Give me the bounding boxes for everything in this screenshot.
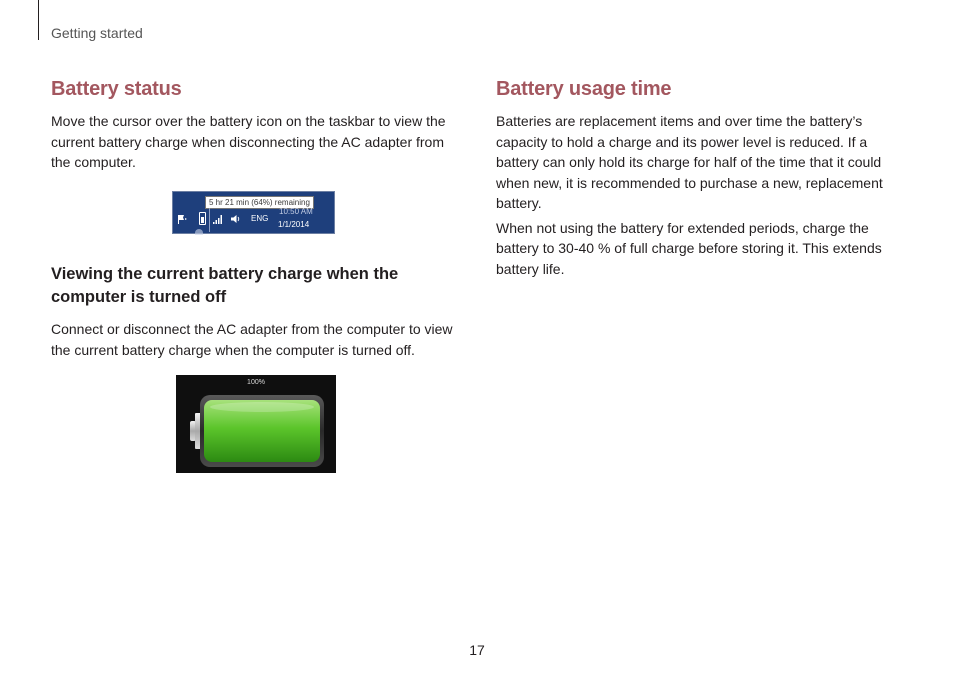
- right-column: [496, 78, 891, 279]
- battery-usage-paragraph-1: Batteries are replacement items and over time the battery’s capacity to hold a charge and its power level is reduced. If a battery can only hold its charge for half of the time that it could when new, it is recommended to purchase a new, replacement battery.: [496, 113, 883, 211]
- section-label: Getting started: [51, 25, 143, 41]
- viewing-heading: Viewing the current battery charge when the computer is turned off: [51, 265, 399, 306]
- tray-divider: [209, 208, 210, 232]
- battery-status-heading: Battery status: [51, 78, 182, 100]
- taskbar-screenshot: [172, 191, 335, 234]
- signal-icon[interactable]: [213, 214, 223, 224]
- battery-status-text: Move the cursor over the battery icon on the taskbar to view the current battery charge when disconnecting the AC adapter from the computer.: [51, 113, 446, 170]
- battery-usage-heading: Battery usage time: [496, 78, 672, 100]
- clock-time: 10:50 AM: [279, 207, 313, 216]
- language-indicator[interactable]: ENG: [251, 214, 269, 223]
- cursor-highlight: [195, 229, 203, 235]
- flag-icon: [177, 214, 187, 224]
- charging-battery-icon: [190, 395, 324, 467]
- battery-icon[interactable]: [199, 212, 206, 225]
- clock-date: 1/1/2014: [278, 220, 310, 229]
- battery-tooltip: 5 hr 21 min (64%) remaining: [205, 196, 314, 209]
- viewing-section: [51, 263, 461, 360]
- left-column: [51, 78, 461, 173]
- charging-screen-screenshot: [176, 375, 336, 473]
- speaker-icon[interactable]: [231, 214, 241, 224]
- charge-percent-label: 100%: [247, 379, 265, 386]
- battery-usage-paragraph-2: When not using the battery for extended periods, charge the battery to 30-40 % of full charge before storing it. This extends battery life.: [496, 219, 882, 277]
- viewing-text: Connect or disconnect the AC adapter from the computer to view the current battery charge when the computer is turned off.: [51, 321, 453, 358]
- page-number: 17: [469, 642, 485, 658]
- header-rule: [38, 0, 39, 40]
